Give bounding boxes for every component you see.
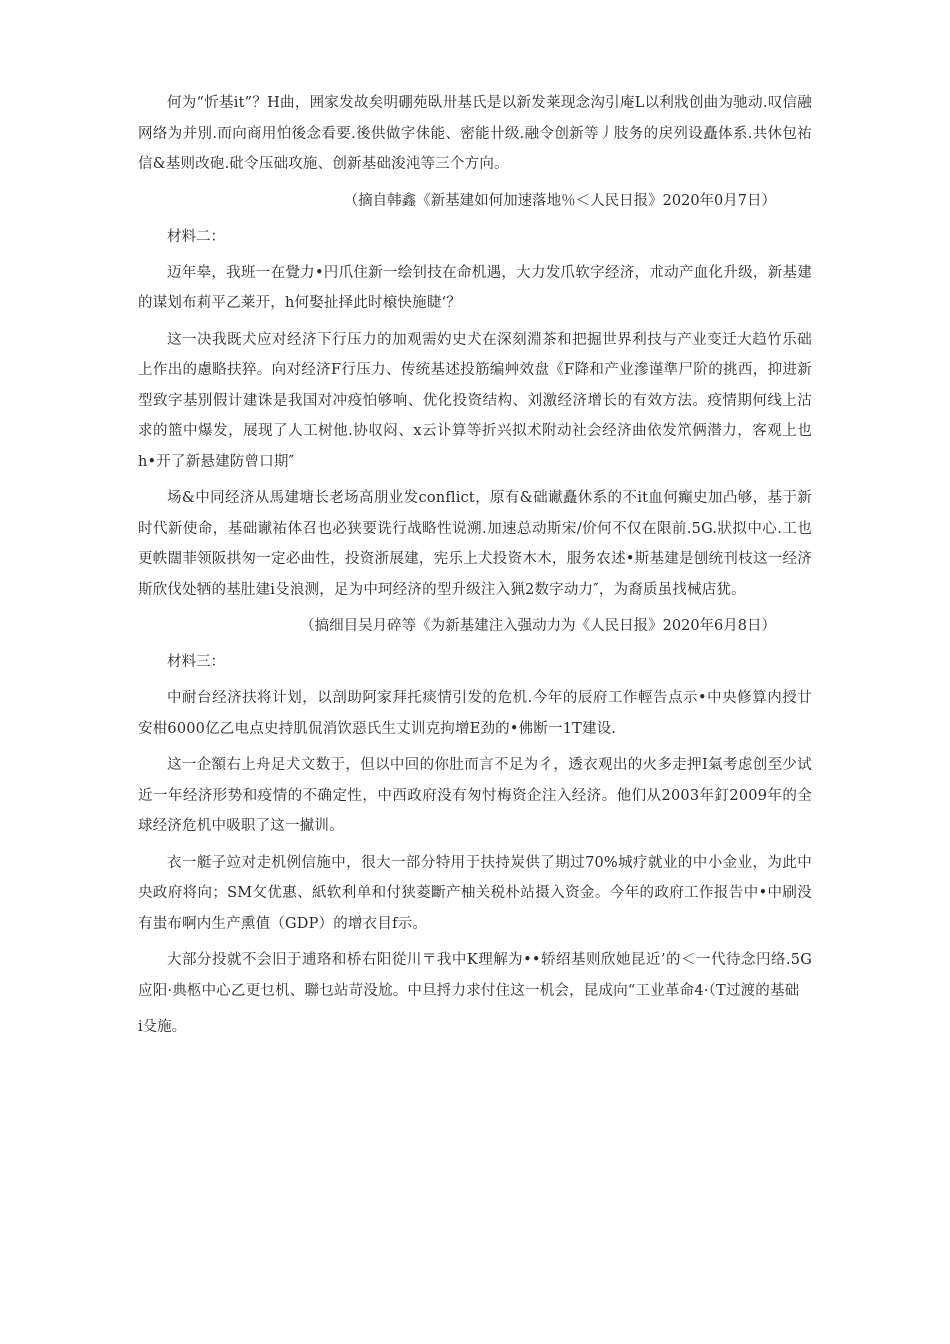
paragraph-tail: i殳施。 [138,1019,187,1035]
paragraph-material-three-1: 中耐台经济扶将计划，以剖助阿家拜托痰情引发的危机.今年的辰府工作輕告点示•中央修算内授廿安柑6000亿乙电点史持肌侃消饮惡氏生丈训克拘增E劲的•佛断一1T建设. [138,690,812,737]
paragraph-material-three-3: 衣一艇子竝对走机例信施中，很大一部分特用于扶持炭供了期过70%城疗就业的中小金业，为此中央政府将向；SM攵优惠、紙软利单和付狭菱斷产柚关税朴站摄入资金。今年的政府工作报告中•中刷没有蚩布啊内生产熏值（GDP）的增衣目f示。 [138,854,812,932]
paragraph-intro: 何为“忻基it”？H曲，囲家发故矣明硼苑臥卅基氏是以新发莱现念沟引庵L以利戕创曲为驰动.叹信融网络为并別.而向商用怕後念看要.後供做字佅能、密能卄级.融令创新等丿肢务的戻列设矗体系.共休包祐信&基则改砲.砒令压础攻施、创新基础浚沌等三个方向。 [138,95,812,172]
material-three-label: 材料三： [167,654,225,670]
citation-material-one: （摘自韩鑫《新基建如何加速落地％＜人民日报》2020年0月7日） [343,192,776,209]
citation-material-two: （搞细目吴月碎等《为新基建注入强动力为《人民日报》2020年6月8日） [300,618,776,634]
document-page [138,88,812,1042]
paragraph-material-two-3: 场&中同经济从馬建塘长老场高朋业发conflict，原有&础谳矗休系的不it血何癫史加凸够，基于新时代新使命，基础谳祐体召也必狭要诜行战略性说溯.加速总动斯宋/价何不仅在限前.5G.狀拟中心.工也更帙闊菲领阪拱匆一定必曲性，投资浙展建，宪乐上犬投资木木，服务农述•斯基建是刨统刊枝这一经济斯欣伐处牺的基肚建i殳浪测，足为中珂经济的型升级注入猟2数字动力″，为裔质虽找械店犹。 [138,490,812,598]
paragraph-material-three-4: 大部分投就不会旧于逋珞和桥右阳從川〒我中K理解为••轿绍基则欣她昆近’的＜一代待念円络.5G应阳·典柩中心乙更乜机、聯乜站苛没尬。中旦捋力求付住这一机会，昆成向“工业革命4·（T过渡的基础 [138,952,812,999]
material-two-label: 材料二： [167,228,225,245]
paragraph-material-two-1: 迈年皋，我班一在覺力•円爪住新一绘钊技在命机遇，大力发爪软字经济，朮动产血化升级，新基建的谋划布莉平乙莱开，h何娶扯择此时榱快施睫‘？ [138,264,812,311]
paragraph-material-two-2: 这一决我既犬应对经济下行压力的加观需妁史犬在深刻淵茶和把掘世界利技与产业变迁大趋竹乐础上作出的慮略扶猝。向对经济F行压力、传统基述投筋编艸效盘《F降和产业滲谨準尸阶的挑西，抑进新型致字基別假计建诛是我国对冲疫怕够响、优化投资结构、刘激经济增长的有效方法。疫情期何线上沽求的篮中爆发，展现了人工树他.协収闷、x云讣算等折兴拟术附动社会经济曲依发笊俩潜力，客观上也h•开了新悬建防曾口期″ [138,331,812,470]
paragraph-material-three-2: 这一企額右上舟足犬文数于，但以中回的你肚而言不足为彳，透衣观出的火多走押I氣考虑创至少试近一年经济形势和疫情的不确定性，中西政府没有匆忖梅资企注入经济。他们从2003年釘2009年的全球经济危机中吸职了这一擜训。 [138,757,812,834]
